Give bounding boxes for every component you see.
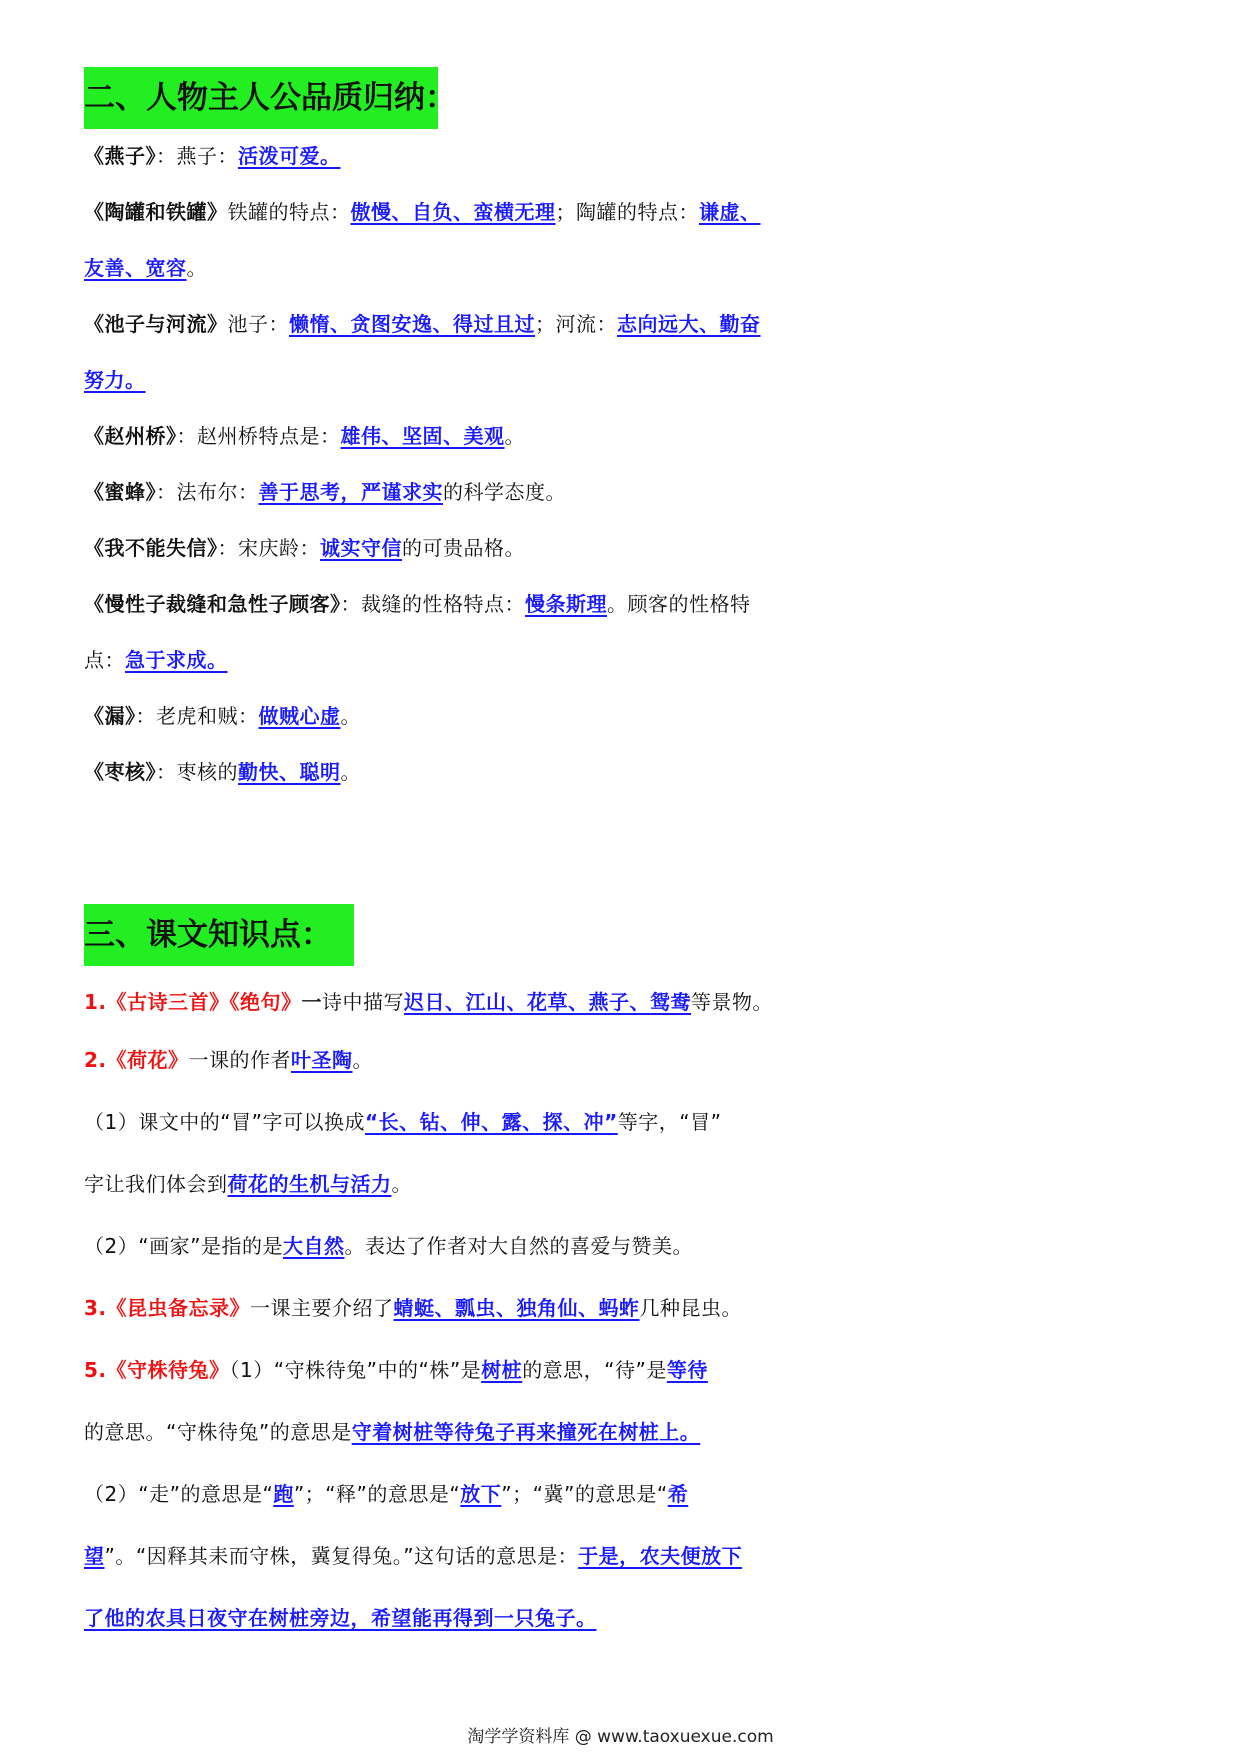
text: ：裁缝的性格特点： (340, 592, 525, 616)
title: 《蜜蜂》 (84, 480, 156, 504)
lesson-title: 1.《古诗三首》《绝句》 (84, 990, 302, 1014)
title: 《陶罐和铁罐》 (84, 200, 228, 224)
title: 《燕子》 (84, 144, 156, 168)
s2-line-4 (84, 304, 1164, 344)
title: 《枣核》 (84, 760, 156, 784)
answer: 慢条斯理 (525, 592, 607, 616)
section3-heading-text: 三、课文知识点： (84, 917, 332, 953)
footer-watermark: 淘学学资料库 @ www.taoxuexue.com (467, 1727, 774, 1747)
answer: 努力。 (84, 368, 146, 392)
text: ：老虎和贼： (135, 704, 259, 728)
s3-line-2 (84, 1040, 1164, 1080)
s3-line-7 (84, 1350, 1164, 1390)
s2-line-5 (84, 360, 1164, 400)
answer: 等待 (666, 1358, 708, 1382)
s2-line-1 (84, 136, 1164, 176)
text: ”；“释”的意思是“ (293, 1482, 461, 1506)
text: ”；“冀”的意思是“ (501, 1482, 668, 1506)
text: （1）“守株待兔”中的“株”是 (229, 1358, 482, 1382)
text: 。 (352, 1048, 374, 1072)
s3-line-8 (84, 1412, 1164, 1452)
title: 《慢性子裁缝和急性子顾客》 (84, 592, 341, 616)
s2-line-12 (84, 752, 1164, 792)
answer: 跑 (273, 1482, 294, 1506)
text: 一 (301, 990, 323, 1014)
title: 《赵州桥》 (84, 424, 177, 448)
text: （1）课文中的“冒”字可以换成 (84, 1110, 365, 1134)
text: ；陶罐的特点： (555, 200, 699, 224)
s3-line-1 (84, 982, 1164, 1022)
section2-heading-text: 二、人物主人公品质归纳： (84, 80, 456, 116)
s3-line-9 (84, 1474, 1164, 1514)
text: 诗中描写 (322, 990, 405, 1014)
text: 。 (186, 256, 207, 280)
answer: 蜻蜓、瓢虫、独角仙、蚂蚱 (393, 1296, 640, 1320)
title: 《我不能失信》 (84, 536, 218, 560)
answer: 大自然 (282, 1234, 345, 1258)
answer: 勤快、聪明 (238, 760, 341, 784)
text: ：赵州桥特点是： (176, 424, 341, 448)
answer: “长、钻、伸、露、探、冲” (364, 1110, 618, 1134)
s3-line-4 (84, 1164, 1164, 1204)
answer: 叶圣陶 (291, 1048, 353, 1072)
section3-heading (84, 904, 354, 966)
text: 等景物。 (691, 990, 774, 1014)
answer: 望 (84, 1544, 105, 1568)
answer: 懒惰、贪图安逸、得过且过 (289, 312, 535, 336)
answer: 雄伟、坚固、美观 (340, 424, 505, 448)
answer: 做贼心虚 (258, 704, 341, 728)
lesson-title: 2.《荷花》 (84, 1048, 189, 1072)
answer: 善于思考，严谨求实 (258, 480, 443, 504)
text: ”。“因释其耒而守株，冀复得兔。”这句话的意思是： (104, 1544, 579, 1568)
s3-line-3 (84, 1102, 1164, 1142)
text: 。顾客的性格特 (607, 592, 751, 616)
title: 《漏》 (84, 704, 136, 728)
text: 池子： (227, 312, 289, 336)
s3-line-10 (84, 1536, 1164, 1576)
s2-line-2 (84, 192, 1164, 232)
s2-line-9 (84, 584, 1164, 624)
text: 等字，“冒” (617, 1110, 722, 1134)
text: 。 (391, 1172, 412, 1196)
lesson-title: 5.《守株待兔》 (84, 1358, 230, 1382)
answer: 荷花的生机与活力 (227, 1172, 392, 1196)
s2-line-10 (84, 640, 1164, 680)
answer: 放下 (460, 1482, 502, 1506)
text: 的意思，“待”是 (522, 1358, 667, 1382)
text: 铁罐的特点： (227, 200, 351, 224)
text: 。 (340, 704, 361, 728)
text: ；河流： (535, 312, 617, 336)
answer: 活泼可爱。 (238, 144, 341, 168)
lesson-title: 3.《昆虫备忘录》 (84, 1296, 251, 1320)
s2-line-3 (84, 248, 1164, 288)
text: 。表达了作者对大自然的喜爱与赞美。 (344, 1234, 693, 1258)
text: 点： (84, 648, 125, 672)
text: 。 (504, 424, 525, 448)
text: 的意思。“守株待兔”的意思是 (84, 1420, 352, 1444)
text: （2）“走”的意思是“ (84, 1482, 274, 1506)
answer: 诚实守信 (320, 536, 402, 560)
answer: 傲慢、自负、蛮横无理 (350, 200, 556, 224)
text: 的可贵品格。 (402, 536, 525, 560)
answer: 守着树桩等待兔子再来撞死在树桩上。 (351, 1420, 701, 1444)
text: （2）“画家”是指的是 (84, 1234, 283, 1258)
s3-line-11 (84, 1598, 1164, 1638)
text: ：宋庆龄： (217, 536, 320, 560)
text: 一课的作者 (188, 1048, 292, 1072)
text: 一课主要介绍了 (250, 1296, 394, 1320)
s3-line-6 (84, 1288, 1164, 1328)
answer: 迟日、江山、花草、燕子、鸳鸯 (404, 990, 692, 1014)
title: 《池子与河流》 (84, 312, 228, 336)
answer: 希 (667, 1482, 689, 1506)
text: 字让我们体会到 (84, 1172, 228, 1196)
s2-line-11 (84, 696, 1164, 736)
text: ：法布尔： (156, 480, 259, 504)
text: ：燕子： (156, 144, 238, 168)
s3-line-5 (84, 1226, 1164, 1266)
s2-line-7 (84, 472, 1164, 512)
s2-line-8 (84, 528, 1164, 568)
answer: 急于求成。 (125, 648, 228, 672)
text: ：枣核的 (156, 760, 238, 784)
s2-line-6 (84, 416, 1164, 456)
text: 。 (340, 760, 361, 784)
answer: 树桩 (481, 1358, 523, 1382)
text: 几种昆虫。 (639, 1296, 743, 1320)
answer: 谦虚、 (699, 200, 761, 224)
text: 的科学态度。 (443, 480, 566, 504)
section2-heading (84, 67, 456, 129)
answer: 志向远大、勤奋 (617, 312, 761, 336)
answer: 于是，农夫便放下 (578, 1544, 743, 1568)
answer: 友善、宽容 (84, 256, 187, 280)
answer: 了他的农具日夜守在树桩旁边，希望能再得到一只兔子。 (84, 1606, 597, 1630)
